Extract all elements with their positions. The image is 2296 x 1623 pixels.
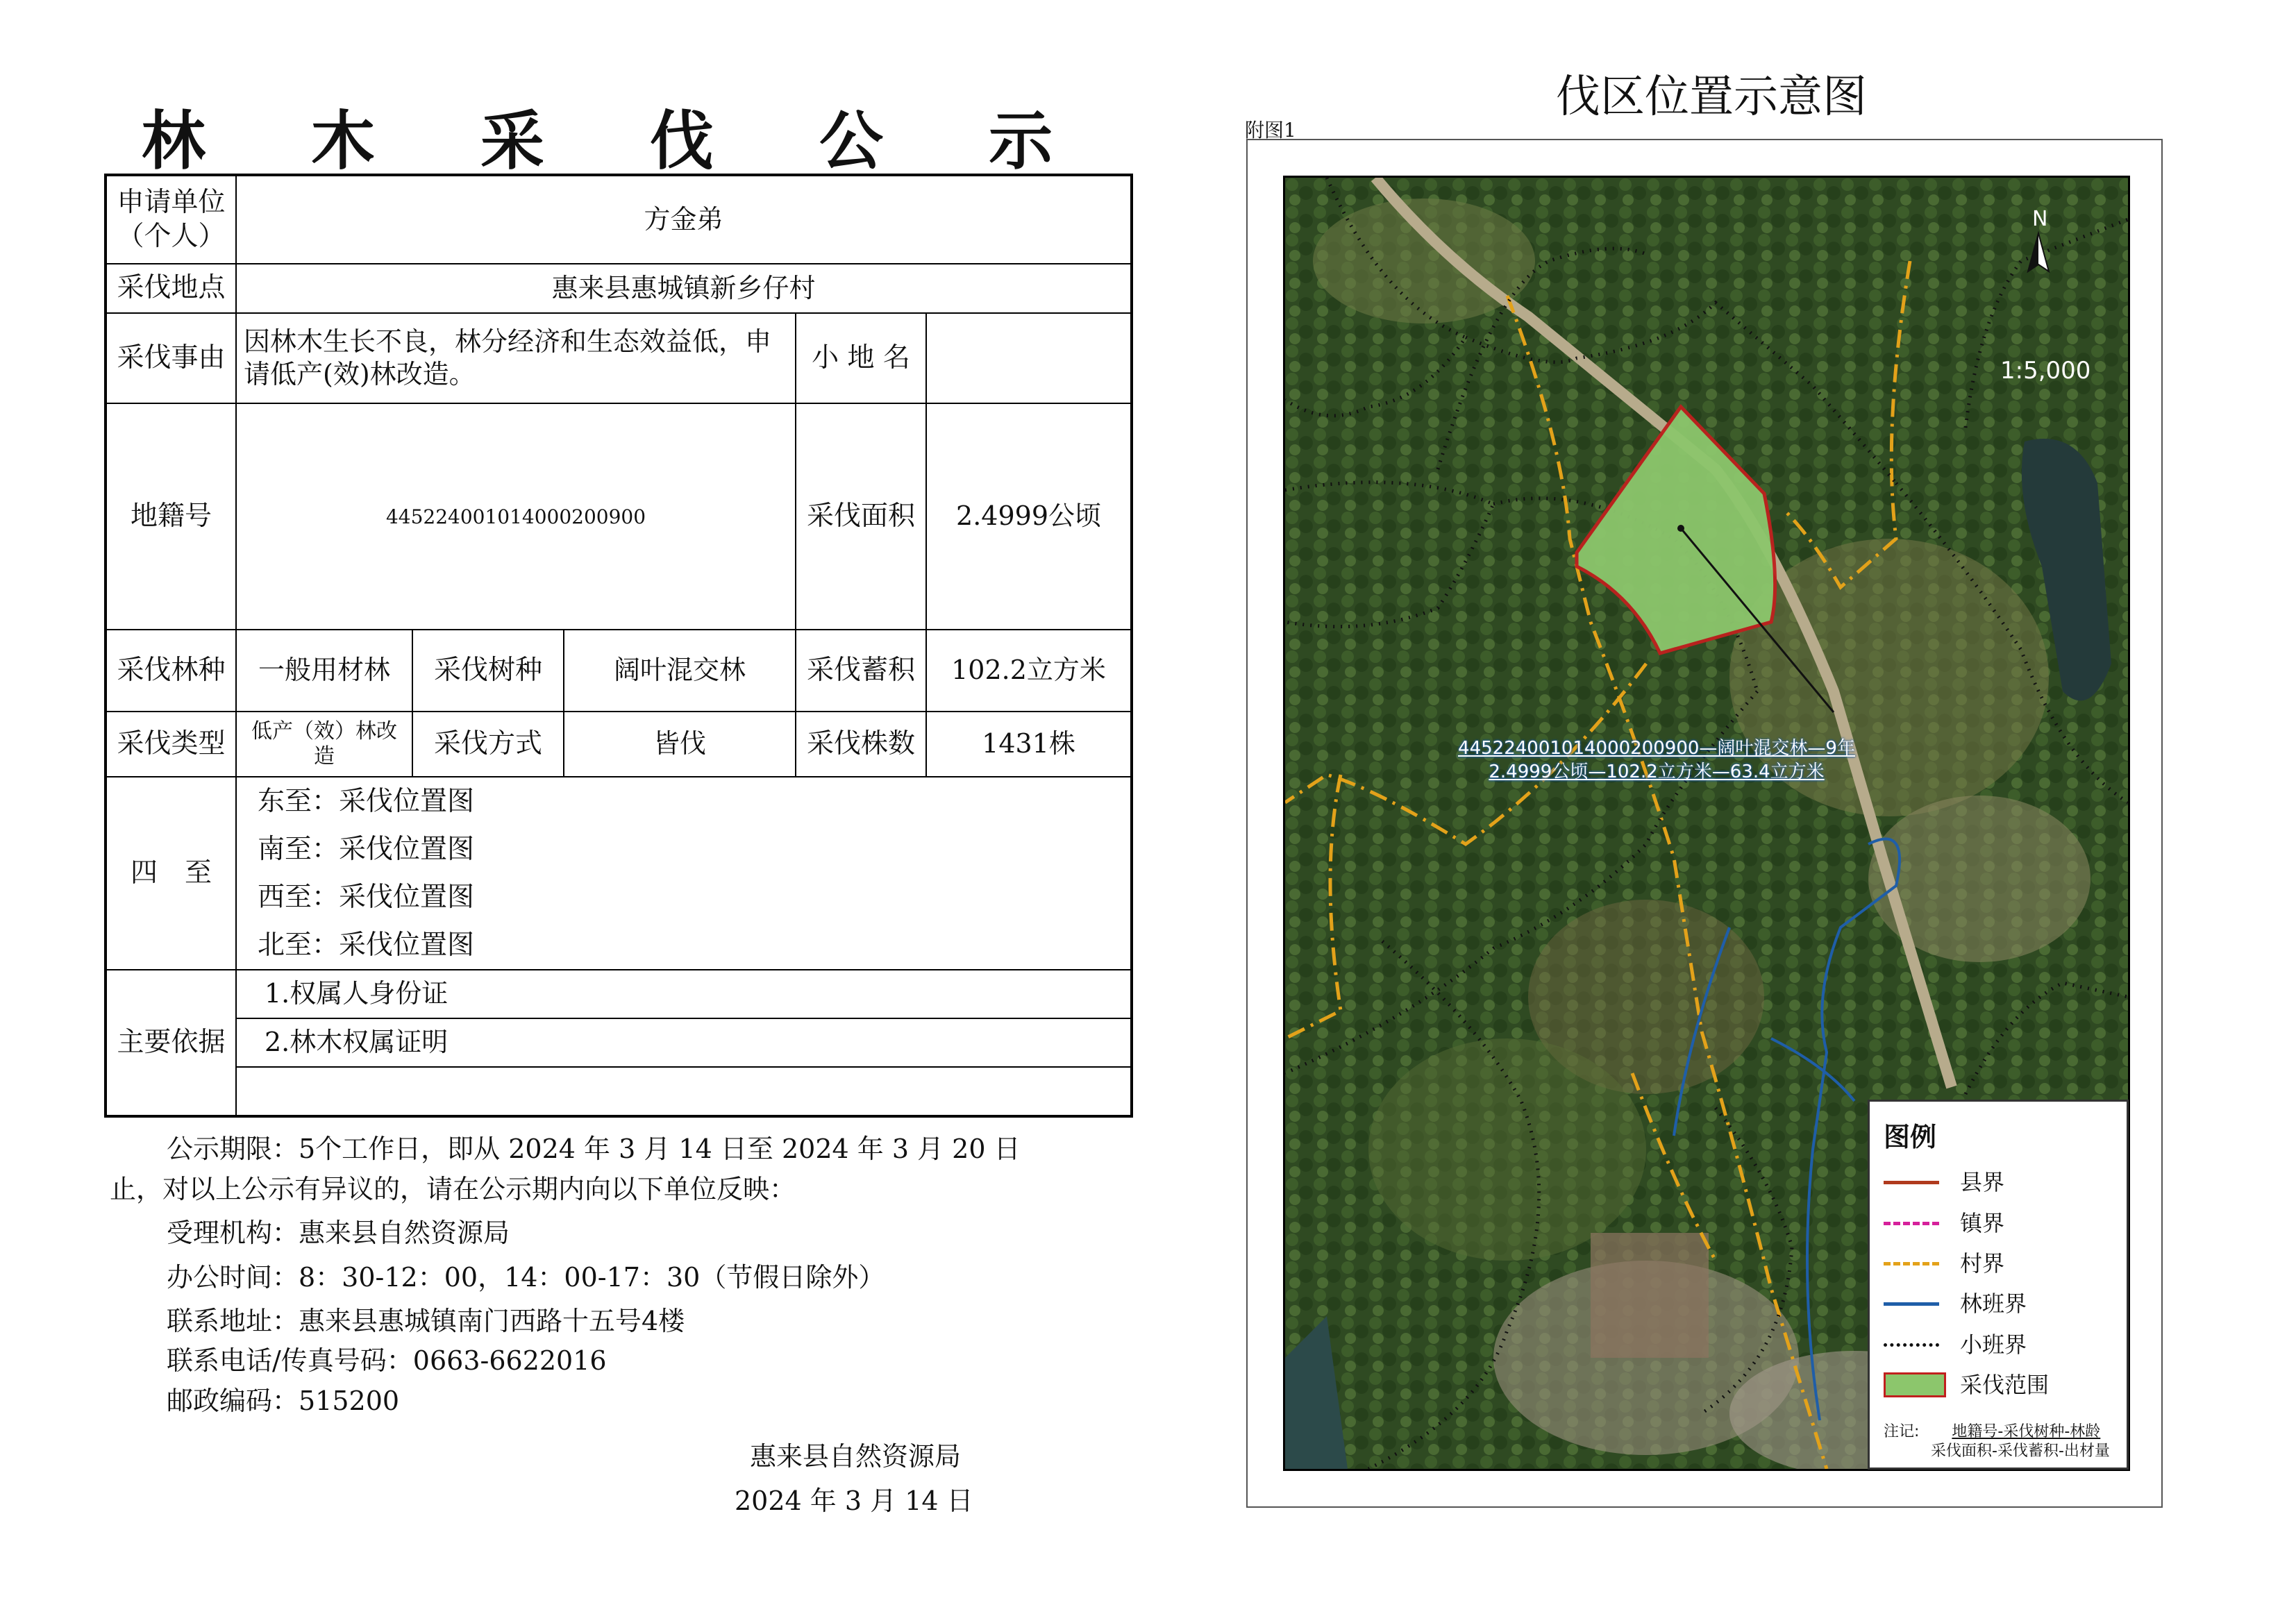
legend-item-compartment: 林班界	[1884, 1290, 2120, 1318]
count-label: 采伐株数	[796, 712, 926, 777]
harvest-area-swatch	[1884, 1372, 1946, 1397]
period-line-2: 止，对以上公示有异议的，请在公示期内向以下单位反映：	[110, 1174, 796, 1204]
legend-item-village: 村界	[1884, 1250, 2120, 1277]
legend-note-line-2: 采伐面积-采伐蓄积-出材量	[1931, 1443, 2110, 1460]
species-label: 采伐树种	[412, 630, 564, 712]
location-value: 惠来县惠城镇新乡仔村	[236, 264, 1132, 313]
county-boundary-swatch	[1884, 1181, 1939, 1184]
basis-item-1: 1.权属人身份证	[236, 970, 1132, 1018]
reason-value: 因林木生长不良，林分经济和生态效益低，申请低产(效)林改造。	[236, 313, 796, 403]
notice-title: 林 木 采 伐 公 示	[141, 104, 1095, 178]
bounds-cell	[236, 777, 1132, 970]
location-label: 采伐地点	[106, 264, 236, 313]
reason-label: 采伐事由	[106, 313, 236, 403]
bound-east: 东至：采伐位置图	[258, 786, 475, 817]
bound-west: 西至：采伐位置图	[258, 882, 475, 913]
notice-table	[104, 174, 1133, 1118]
forest-type-label: 采伐林种	[106, 630, 236, 712]
legend-item-county: 县界	[1884, 1168, 2120, 1196]
area-value: 2.4999公顷	[926, 403, 1132, 630]
volume-label: 采伐蓄积	[796, 630, 926, 712]
map-legend	[1868, 1100, 2129, 1470]
legend-note-prefix: 注记:	[1884, 1423, 1920, 1440]
cut-type-value: 低产（效）林改造	[236, 712, 412, 777]
agency: 受理机构：惠来县自然资源局	[167, 1218, 510, 1248]
forest-type-value: 一般用材林	[236, 630, 412, 712]
plot-annotation	[1441, 737, 1872, 784]
legend-note	[1884, 1422, 2110, 1461]
legend-item-harvest-area: 采伐范围	[1884, 1371, 2120, 1399]
basis-item-2: 2.林木权属证明	[236, 1018, 1132, 1067]
subcompartment-boundary-swatch	[1884, 1343, 1939, 1347]
plot-annotation-line-1: 445224001014000200900—阔叶混交林—9年	[1458, 738, 1855, 759]
count-value: 1431株	[926, 712, 1132, 777]
species-value: 阔叶混交林	[564, 630, 796, 712]
subplace-value	[926, 313, 1132, 403]
postcode: 邮政编码：515200	[167, 1386, 400, 1416]
north-arrow-label: N	[2032, 207, 2048, 231]
phone: 联系电话/传真号码：0663-6622016	[167, 1345, 607, 1376]
sign-date: 2024 年 3 月 14 日	[735, 1486, 973, 1516]
legend-item-town: 镇界	[1884, 1209, 2120, 1237]
legend-item-subcompartment: 小班界	[1884, 1331, 2120, 1359]
basis-label: 主要依据	[106, 970, 236, 1116]
cadastral-label: 地籍号	[106, 403, 236, 630]
applicant-value: 方金弟	[236, 175, 1132, 264]
bound-north: 北至：采伐位置图	[258, 930, 475, 961]
basis-item-3	[236, 1067, 1132, 1116]
compartment-boundary-swatch	[1884, 1302, 1939, 1306]
legend-note-line-1: 地籍号-采伐树种-林龄	[1952, 1423, 2101, 1440]
office-hours: 办公时间：8：30-12：00，14：00-17：30（节假日除外）	[167, 1262, 885, 1293]
village-boundary-swatch	[1884, 1262, 1939, 1265]
plot-annotation-line-2: 2.4999公顷—102.2立方米—63.4立方米	[1489, 762, 1825, 782]
scale-label: 1:5,000	[2000, 357, 2091, 385]
volume-value: 102.2立方米	[926, 630, 1132, 712]
area-label: 采伐面积	[796, 403, 926, 630]
cut-type-label: 采伐类型	[106, 712, 236, 777]
method-value: 皆伐	[564, 712, 796, 777]
address: 联系地址：惠来县惠城镇南门西路十五号4楼	[167, 1306, 685, 1336]
legend-title: 图例	[1884, 1122, 1937, 1152]
signer: 惠来县自然资源局	[750, 1441, 962, 1472]
annex-label: 附图1	[1245, 119, 1296, 142]
cadastral-value: 445224001014000200900	[236, 403, 796, 630]
bounds-label: 四 至	[106, 777, 236, 970]
bound-south: 南至：采伐位置图	[258, 834, 475, 865]
method-label: 采伐方式	[412, 712, 564, 777]
applicant-label: 申请单位（个人）	[106, 175, 236, 264]
town-boundary-swatch	[1884, 1222, 1939, 1225]
period-line-1: 公示期限：5个工作日，即从 2024 年 3 月 14 日至 2024 年 3 月 20 日	[167, 1134, 1021, 1164]
subplace-label: 小 地 名	[796, 313, 926, 403]
